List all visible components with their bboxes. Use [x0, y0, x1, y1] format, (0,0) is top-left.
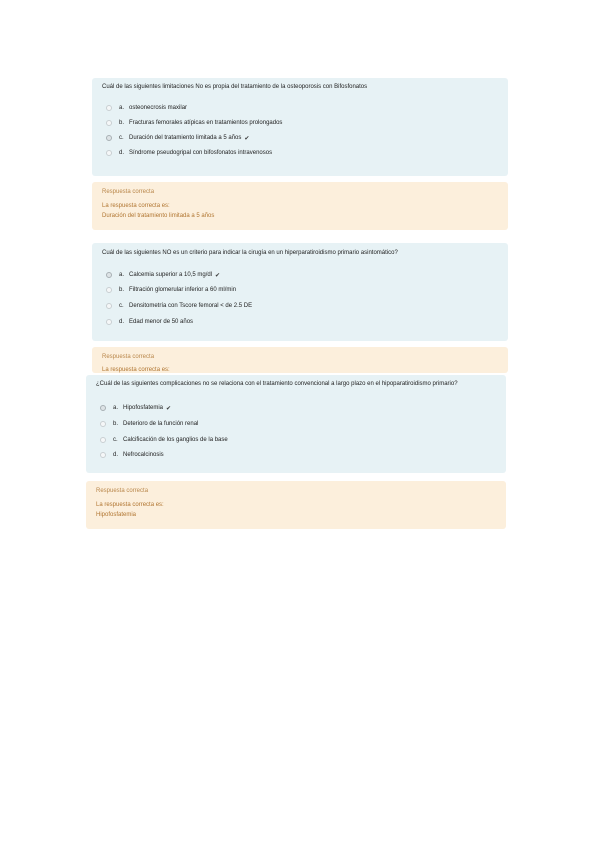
- feedback-card-2: [92, 347, 508, 373]
- option-a[interactable]: a. osteonecrosis maxilar: [106, 104, 187, 112]
- checkmark-icon: ✔: [215, 272, 221, 279]
- feedback-title: Respuesta correcta: [102, 189, 155, 195]
- option-d[interactable]: d. Edad menor de 50 años: [106, 318, 193, 326]
- option-c[interactable]: c. Densitometría con Tscore femoral < de 2.5 DE: [106, 302, 252, 310]
- option-text: Duración del tratamiento limitada a 5 años: [129, 135, 242, 141]
- feedback-line: La respuesta correcta es:: [102, 367, 170, 373]
- option-b[interactable]: b. Deterioro de la función renal: [100, 420, 198, 428]
- radio-button-selected[interactable]: [106, 135, 112, 141]
- option-b[interactable]: b. Fracturas femorales atípicas en tratamientos prolongados: [106, 119, 282, 127]
- option-c[interactable]: c. Duración del tratamiento limitada a 5 años ✔: [106, 134, 249, 142]
- option-text: osteonecrosis maxilar: [129, 105, 188, 111]
- radio-button[interactable]: [106, 120, 112, 126]
- option-text: Calcificación de los ganglios de la base: [123, 437, 228, 443]
- radio-button[interactable]: [106, 319, 112, 325]
- question-card-1: [92, 78, 508, 176]
- option-a[interactable]: a. Hipofosfatemia ✔: [100, 404, 171, 412]
- option-d[interactable]: d. Nefrocalcinosis: [100, 451, 164, 459]
- feedback-line: La respuesta correcta es:: [102, 203, 170, 209]
- feedback-answer: Duración del tratamiento limitada a 5 años: [102, 213, 215, 219]
- option-text: Calcemia superior a 10,5 mg/dl: [129, 272, 213, 278]
- option-a[interactable]: a. Calcemia superior a 10,5 mg/dl ✔: [106, 271, 220, 279]
- radio-button[interactable]: [106, 105, 112, 111]
- radio-button[interactable]: [100, 421, 106, 427]
- feedback-line: La respuesta correcta es:: [96, 502, 164, 508]
- feedback-title: Respuesta correcta: [102, 354, 155, 360]
- option-text: Nefrocalcinosis: [123, 452, 164, 458]
- option-text: Densitometría con Tscore femoral < de 2.5 DE: [129, 303, 253, 309]
- question-text: Cuál de las siguientes NO es un criterio para indicar la cirugía en un hiperparatiroidismo primario asintomático?: [102, 250, 398, 256]
- radio-button[interactable]: [106, 150, 112, 156]
- question-card-3: [86, 375, 506, 473]
- option-text: Deterioro de la función renal: [123, 421, 199, 427]
- feedback-answer: Hipofosfatemia: [96, 512, 137, 518]
- radio-button-selected[interactable]: [106, 272, 112, 278]
- option-text: Edad menor de 50 años: [129, 319, 194, 325]
- feedback-card-1: [92, 182, 508, 230]
- radio-button-selected[interactable]: [100, 405, 106, 411]
- checkmark-icon: ✔: [244, 135, 250, 142]
- radio-button[interactable]: [100, 452, 106, 458]
- option-b[interactable]: b. Filtración glomerular inferior a 60 ml/min: [106, 286, 236, 294]
- option-text: Hipofosfatemia: [123, 405, 164, 411]
- option-text: Filtración glomerular inferior a 60 ml/min: [129, 287, 237, 293]
- feedback-title: Respuesta correcta: [96, 488, 149, 494]
- question-card-2: [92, 243, 508, 341]
- radio-button[interactable]: [106, 303, 112, 309]
- radio-button[interactable]: [106, 287, 112, 293]
- option-d[interactable]: d. Síndrome pseudogripal con bifosfonatos intravenosos: [106, 149, 272, 157]
- option-c[interactable]: c. Calcificación de los ganglios de la base: [100, 436, 228, 444]
- radio-button[interactable]: [100, 437, 106, 443]
- feedback-card-3: [86, 481, 506, 529]
- question-text: ¿Cuál de las siguientes complicaciones no se relaciona con el tratamiento convencional a largo plazo en el hipoparatiroidismo primario?: [96, 381, 458, 387]
- checkmark-icon: ✔: [166, 405, 172, 412]
- question-text: Cuál de las siguientes limitaciones No es propia del tratamiento de la osteoporosis con Bifosfonatos: [102, 84, 368, 90]
- option-text: Fracturas femorales atípicas en tratamientos prolongados: [129, 120, 283, 126]
- option-text: Síndrome pseudogripal con bifosfonatos intravenosos: [129, 150, 273, 156]
